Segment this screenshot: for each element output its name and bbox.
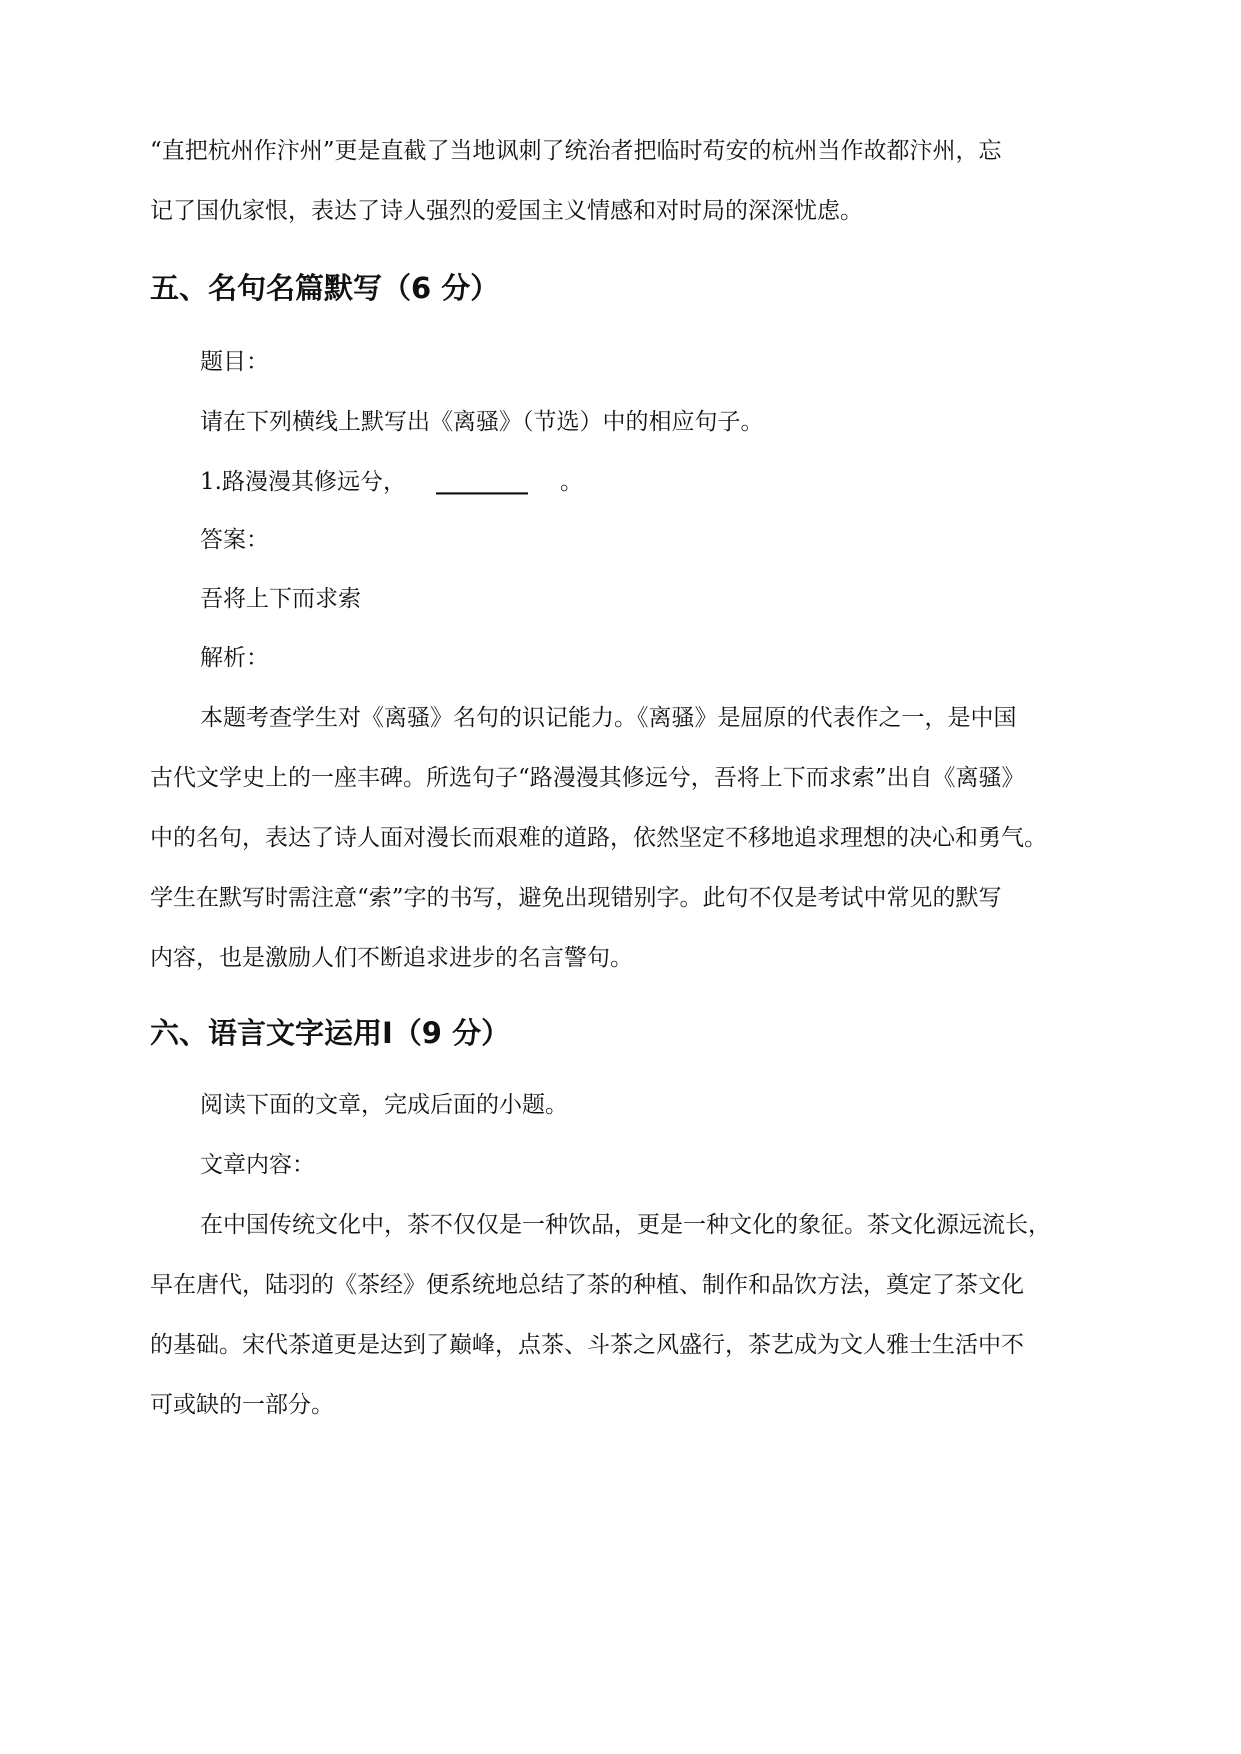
analysis-label: 解析： <box>200 645 269 671</box>
question-item-1 <box>200 465 1090 499</box>
question-label: 题目： <box>200 349 269 375</box>
intro-line-2: 记了国仇家恨，表达了诗人强烈的爱国主义情感和对时局的深深忧虑。 <box>150 198 863 224</box>
section-6-instruction: 阅读下面的文章，完成后面的小题。 <box>200 1092 568 1118</box>
question-instruction: 请在下列横线上默写出《离骚》（节选）中的相应句子。 <box>200 409 764 435</box>
analysis-line-1: 本题考查学生对《离骚》名句的识记能力。《离骚》是屈原的代表作之一，是中国 <box>200 705 1017 731</box>
analysis-line-4: 学生在默写时需注意“索”字的书写，避免出现错别字。此句不仅是考试中常见的默写 <box>150 885 1002 911</box>
section-6-heading: 六、语言文字运用Ⅰ（9 分） <box>150 1016 511 1050</box>
article-line-3: 的基础。宋代茶道更是达到了巅峰，点茶、斗茶之风盛行，茶艺成为文人雅士生活中不 <box>150 1332 1024 1358</box>
question-item-1-suffix: 。 <box>559 469 583 495</box>
intro-line-1: “直把杭州作汴州”更是直截了当地讽刺了统治者把临时苟安的杭州当作故都汴州，忘 <box>150 138 1002 164</box>
article-line-1: 在中国传统文化中，茶不仅仅是一种饮品，更是一种文化的象征。茶文化源远流长， <box>200 1212 1051 1238</box>
question-item-1-prefix: 1.路漫漫其修远兮， <box>200 469 406 495</box>
analysis-line-5: 内容，也是激励人们不断追求进步的名言警句。 <box>150 945 633 971</box>
fill-blank: ________ <box>435 469 528 495</box>
answer-label: 答案： <box>200 527 269 553</box>
article-line-2: 早在唐代，陆羽的《茶经》便系统地总结了茶的种植、制作和品饮方法，奠定了茶文化 <box>150 1272 1024 1298</box>
article-line-4: 可或缺的一部分。 <box>150 1392 334 1418</box>
answer-text: 吾将上下而求索 <box>200 586 361 612</box>
analysis-line-2: 古代文学史上的一座丰碑。所选句子“路漫漫其修远兮，吾将上下而求索”出自《离骚》 <box>150 765 1025 791</box>
article-label: 文章内容： <box>200 1152 315 1178</box>
section-5-heading: 五、名句名篇默写（6 分） <box>150 271 500 305</box>
analysis-line-3: 中的名句，表达了诗人面对漫长而艰难的道路，依然坚定不移地追求理想的决心和勇气。 <box>150 825 1047 851</box>
